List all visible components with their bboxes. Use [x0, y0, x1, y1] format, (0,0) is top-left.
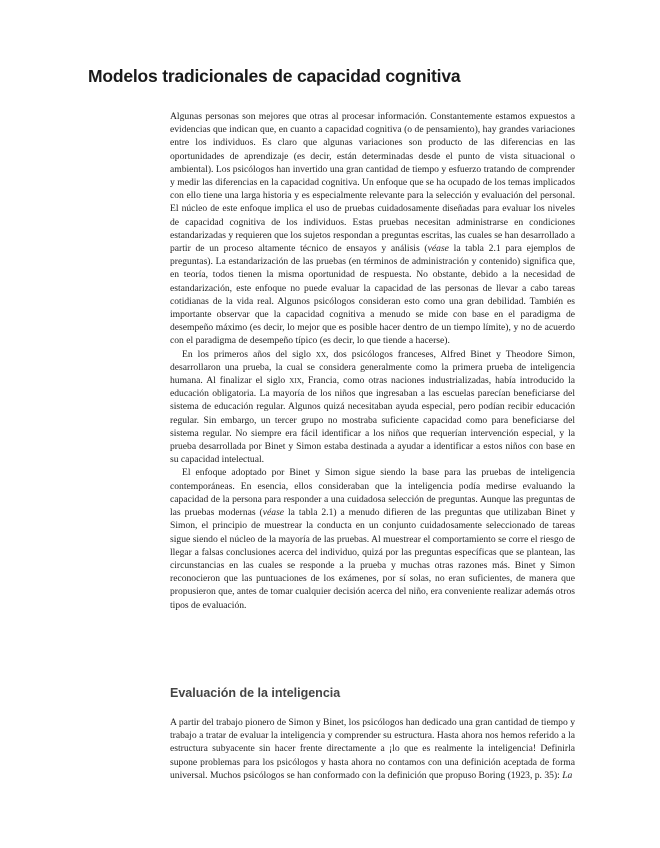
section-title: Modelos tradicionales de capacidad cognitiva — [88, 66, 461, 86]
paragraph-2: En los primeros años del siglo xx, dos psicólogos franceses, Alfred Binet y Theodore Simon, desarrollaron una prueba, la cual se considera generalmente como la primera prueba de inteligencia humana. Al finalizar el siglo xix, Francia, como otras naciones industrializadas, había introducido la educación obligatoria. La mayoría de los niños que ingresaban a las escuelas parecían beneficiarse del sistema de educación regular. Algunos quizá necesitaban ayuda especial, pero podían recibir educación regular. Sin embargo, un tercer grupo no mostraba suficiente capacidad como para beneficiarse del sistema regular. No siempre era fácil identificar a los niños que requerían intervención especial, y la prueba desarrollada por Binet y Simon estaba destinada a ayudar a identificar a estos niños con base en su capacidad intelectual. — [170, 348, 576, 466]
body-text — [170, 110, 575, 612]
paragraph-4: A partir del trabajo pionero de Simon y Binet, los psicólogos han dedicado una gran cantidad de tiempo y trabajo a tratar de evaluar la inteligencia y comprender su estructura. Hasta ahora nos hemos referido a la estructura subyacente sin hacer frente directamente a ¡lo que es realmente la inteligencia! Definirla supone problemas para los psicólogos y hasta ahora no contamos con una definición aceptada de forma universal. Muchos psicólogos se han conformado con la definición que propuso Boring (1923, p. 35): La — [170, 717, 575, 781]
paragraph-3: El enfoque adoptado por Binet y Simon sigue siendo la base para las pruebas de inteligencia contemporáneas. En esencia, ellos consideraban que la inteligencia podía medirse evaluando la capacidad de la persona para responder a una cuidadosa selección de preguntas. Aunque las preguntas de las pruebas modernas (véase la tabla 2.1) a menudo difieren de las preguntas que utilizaban Binet y Simon, el principio de muestrear la conducta en un conjunto cuidadosamente seleccionado de tareas sigue siendo el núcleo de la mayoría de las pruebas. Al muestrear el comportamiento se corre el riesgo de llegar a falsas conclusiones acerca del individuo, quizá por las preguntas específicas que se plantean, las circunstancias en las cuales se responde a la prueba y muchas otras razones más. Binet y Simon reconocieron que las puntuaciones de los exámenes, por sí solas, no eran suficientes, de manera que propusieron que, antes de tomar cualquier decisión acerca del niño, era conveniente realizar además otros tipos de evaluación. — [170, 467, 576, 611]
paragraph-1: Algunas personas son mejores que otras al procesar información. Constantemente estamos expuestos a evidencias que indican que, en cuanto a capacidad cognitiva (o de pensamiento), hay grandes variaciones entre los individuos. Es claro que algunas variaciones son producto de las diferencias en las oportunidades de aprendizaje (es decir, están determinadas desde el punto de vista situacional o ambiental). Los psicólogos han invertido una gran cantidad de tiempo y esfuerzo tratando de comprender y medir las diferencias en la capacidad cognitiva. Un enfoque que se ha ocupado de los temas implicados con ello tiene una larga historia y es especialmente relevante para la selección y evaluación del personal. El núcleo de este enfoque implica el uso de pruebas cuidadosamente diseñadas para evaluar los niveles de capacidad cognitiva de los individuos. Estas pruebas necesitan administrarse en condiciones estandarizadas y requieren que los sujetos respondan a preguntas escritas, las cuales se han desarrollado a partir de un proceso altamente técnico de ensayos y análisis (véase la tabla 2.1 para ejemplos de preguntas). La estandarización de las pruebas (en términos de administración y contenido) significa que, en teoría, todos tienen la misma oportunidad de respuesta. No obstante, debido a la necesidad de estandarización, este enfoque no puede evaluar la capacidad de las personas de llevar a cabo tareas cotidianas de la vida real. Algunos psicólogos consideran esto como una gran debilidad. También es importante observar que la capacidad cognitiva a menudo se mide con base en el paradigma de desempeño máximo (es decir, lo mejor que es posible hacer dentro de un tiempo límite), y no de acuerdo con el paradigma de desempeño típico (es decir, lo que tiende a hacerse). — [170, 111, 575, 347]
subheading: Evaluación de la inteligencia — [170, 686, 341, 700]
body-text-after — [170, 716, 575, 782]
